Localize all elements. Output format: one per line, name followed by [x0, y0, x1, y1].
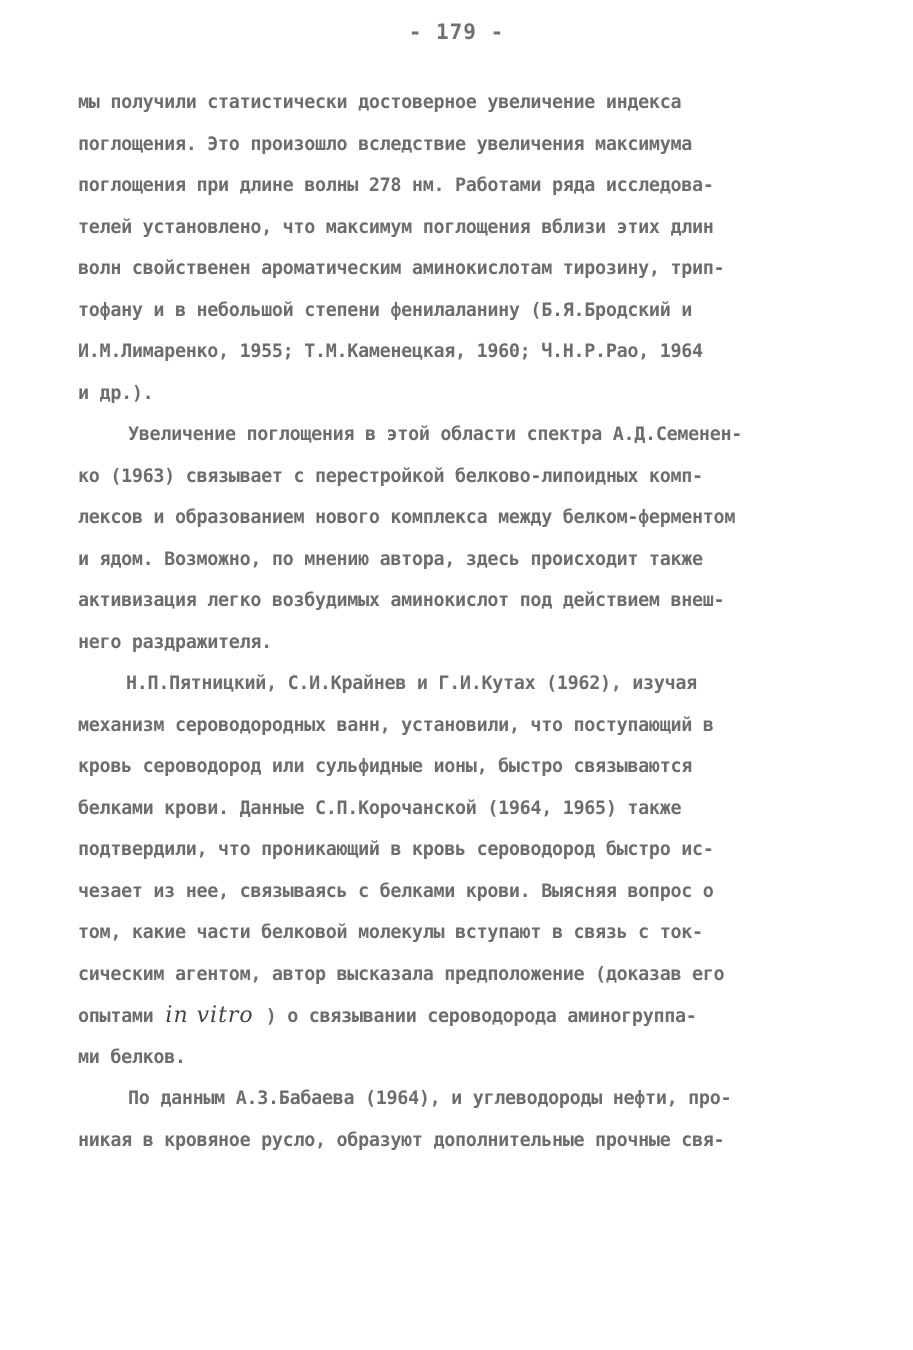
text-line: белками крови. Данные С.П.Корочанской (1964, 1965) также	[78, 797, 682, 819]
text-line: И.М.Лимаренко, 1955; Т.М.Каменецкая, 1960; Ч.Н.Р.Рао, 1964	[78, 341, 703, 362]
text-line: мы получили статистически достоверное увеличение индекса	[78, 92, 682, 113]
text-line: По данным А.З.Бабаева (1964), и углеводороды нефти, про-	[128, 1088, 732, 1109]
body-text	[78, 82, 838, 1161]
text-line: лексов и образованием нового комплекса между белком-ферментом	[78, 507, 736, 528]
text-line: том, какие части белковой молекулы вступают в связь с ток-	[78, 922, 703, 943]
paragraph-1	[78, 82, 838, 414]
text-line: ко (1963) связывает с перестройкой белково-липоидных комп-	[78, 465, 703, 487]
paragraph-2	[78, 414, 838, 663]
paragraph-3	[78, 663, 838, 1078]
text-line: поглощения. Это произошло вследствие увеличения максимума	[78, 133, 693, 155]
text-line-with-handwriting	[78, 995, 838, 1037]
text-line: активизация легко возбудимых аминокислот под действием внеш-	[78, 590, 725, 611]
text-line: ми белков.	[78, 1046, 186, 1068]
text-line: кровь сероводород или сульфидные ионы, быстро связываются	[78, 756, 693, 777]
text-line: волн свойственен ароматическим аминокислотам тирозину, трип-	[78, 258, 725, 279]
page-number: - 179 -	[408, 20, 505, 44]
text-line: и др.).	[78, 382, 154, 404]
text-fragment: ) о связывании сероводорода аминогруппа-	[265, 1006, 697, 1027]
text-line: Увеличение поглощения в этой области спектра А.Д.Семенен-	[128, 424, 743, 445]
text-line: и ядом. Возможно, по мнению автора, здесь происходит также	[78, 548, 703, 570]
text-line: тофану и в небольшой степени фенилаланину (Б.Я.Бродский и	[78, 299, 693, 321]
handwritten-insertion: in vitro	[165, 1003, 254, 1028]
text-line: Н.П.Пятницкий, С.И.Крайнев и Г.И.Кутах (1962), изучая	[126, 673, 697, 694]
text-line: никая в кровяное русло, образуют дополнительные прочные свя-	[78, 1129, 725, 1151]
text-line: сическим агентом, автор высказала предположение (доказав его	[78, 963, 725, 985]
text-line: чезает из нее, связываясь с белками крови. Выясняя вопрос о	[78, 880, 714, 902]
text-line: подтвердили, что проникающий в кровь сероводород быстро ис-	[78, 839, 714, 860]
text-line: механизм сероводородных ванн, установили, что поступающий в	[78, 714, 714, 736]
text-line: телей установлено, что максимум поглощения вблизи этих длин	[78, 216, 714, 238]
text-line: него раздражителя.	[78, 631, 272, 653]
text-fragment: опытами	[78, 1006, 154, 1027]
text-line: поглощения при длине волны 278 нм. Работами ряда исследова-	[78, 175, 714, 196]
paragraph-4	[78, 1078, 838, 1161]
